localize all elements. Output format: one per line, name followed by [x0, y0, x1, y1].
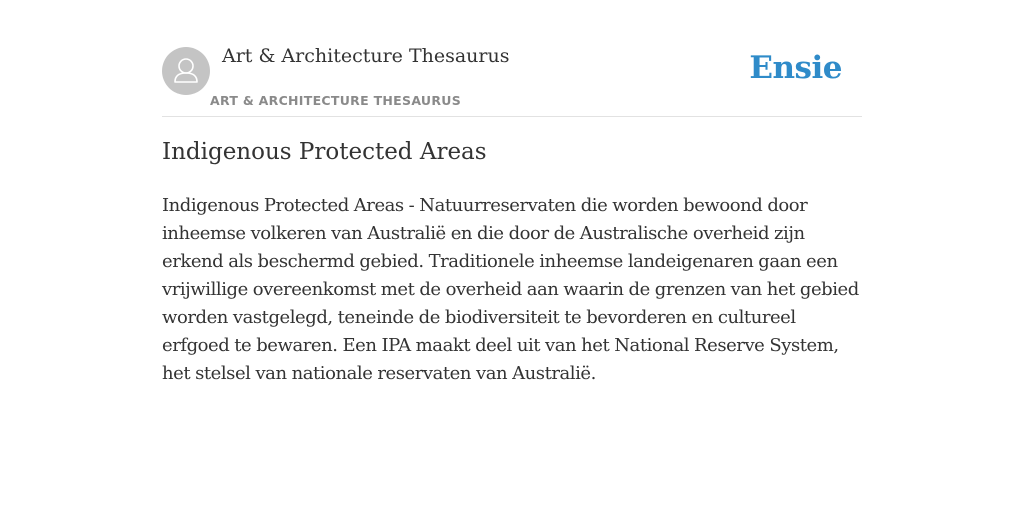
- article-header: [162, 0, 862, 117]
- author-name[interactable]: Art & Architecture Thesaurus: [222, 45, 510, 67]
- author-subtitle: ART & ARCHITECTURE THESAURUS: [210, 93, 462, 108]
- article-card: [162, 0, 862, 384]
- article-body: Indigenous Protected Areas - Natuurreservaten die worden bewoond door inheemse volkeren van Australië en die door de Australische overheid zijn erkend als beschermd gebied. Traditionele inheemse landeigenaren gaan een vrijwillige overeenkomst met de overheid aan waarin de grenzen van het gebied worden vastgelegd, teneinde de biodiversiteit te bevorderen en cultureel erfgoed te bewaren. Een IPA maakt deel uit van het National Reserve System, het stelsel van nationale reservaten van Australië.: [162, 195, 859, 384]
- article-title: Indigenous Protected Areas: [162, 139, 487, 165]
- user-icon: [162, 47, 210, 95]
- brand-logo[interactable]: Ensie: [749, 50, 842, 86]
- avatar[interactable]: [162, 47, 210, 95]
